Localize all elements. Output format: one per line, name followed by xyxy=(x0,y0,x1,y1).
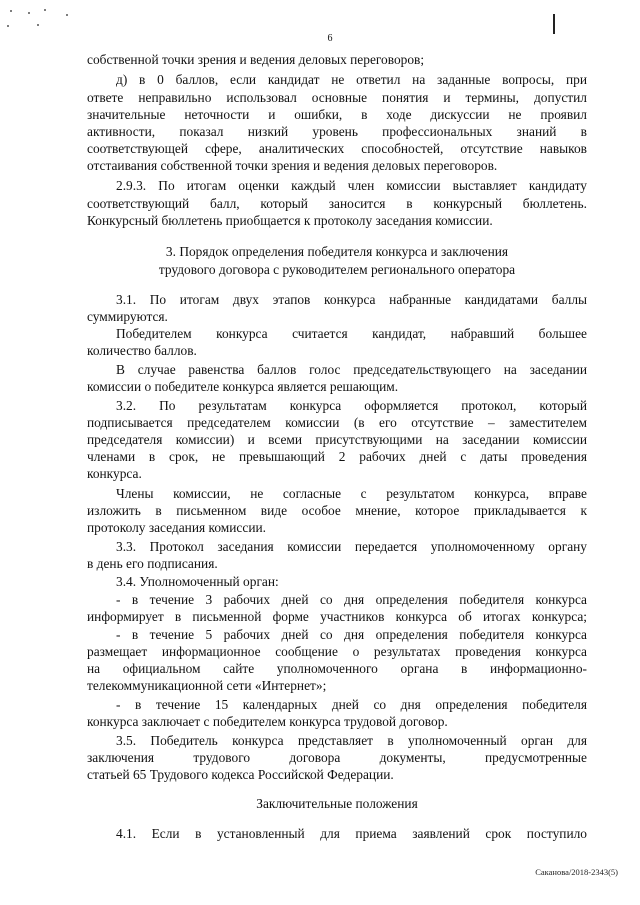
text-line: 3.5. Победитель конкурса представляет в уполномоченный орган для xyxy=(116,733,587,748)
text-line: суммируются. xyxy=(87,309,168,324)
scan-speck xyxy=(44,9,46,11)
text-line: в день его подписания. xyxy=(87,556,218,571)
section-heading: трудового договора с руководителем регионального оператора xyxy=(158,262,516,277)
text-line: активности, показал низкий уровень профессиональных знаний в xyxy=(87,124,587,139)
footer-code: Саканова/2018-2343(5) xyxy=(535,867,618,877)
text-line: Победителем конкурса считается кандидат, набравший большее xyxy=(116,326,587,341)
text-line: протоколу заседания комиссии. xyxy=(87,520,266,535)
text-line: 4.1. Если в установленный для приема заявлений срок поступило xyxy=(116,826,587,841)
text-line: информирует в письменной форме участников конкурса об итогах конкурса; xyxy=(87,609,587,624)
text-line: 3.3. Протокол заседания комиссии передается уполномоченному органу xyxy=(116,539,587,554)
scan-speck xyxy=(10,10,12,12)
section-heading: Заключительные положения xyxy=(256,796,418,811)
section-heading: 3. Порядок определения победителя конкурса и заключения xyxy=(165,244,509,259)
text-line: Члены комиссии, не согласные с результатом конкурса, вправе xyxy=(116,486,587,501)
text-line: 2.9.3. По итогам оценки каждый член комиссии выставляет кандидату xyxy=(116,178,587,193)
text-line: заключения трудового договора документы, предусмотренные xyxy=(87,750,587,765)
text-line: телекоммуникационной сети «Интернет»; xyxy=(87,678,327,693)
text-line: д) в 0 баллов, если кандидат не ответил на заданные вопросы, при xyxy=(116,72,587,87)
text-line: - в течение 15 календарных дней со дня определения победителя xyxy=(116,697,587,712)
text-line: отстаивания собственной точки зрения и ведения деловых переговоров. xyxy=(87,158,498,173)
text-line: Конкурсный бюллетень приобщается к протоколу заседания комиссии. xyxy=(87,213,493,228)
text-line: 3.4. Уполномоченный орган: xyxy=(116,574,279,589)
text-line: ответе неправильно использовал основные понятия и термины, допустил xyxy=(87,90,587,105)
text-line: членами в срок, не превышающий 2 рабочих дней с даты проведения xyxy=(87,449,587,464)
text-line: изложить в письменном виде особое мнение, которое прикладывается к xyxy=(87,503,587,518)
text-line: конкурса заключает с победителем конкурса трудовой договор. xyxy=(87,714,448,729)
scan-speck xyxy=(28,12,30,14)
text-line: значительные неточности и ошибки, в ходе дискуссии не проявил xyxy=(87,107,587,122)
text-line: 3.2. По результатам конкурса оформляется протокол, который xyxy=(116,398,587,413)
text-line: подписывается председателем комиссии (в его отсутствие – заместителем xyxy=(87,415,587,430)
text-line: - в течение 3 рабочих дней со дня определения победителя конкурса xyxy=(116,592,587,607)
page-number: 6 xyxy=(327,33,333,44)
text-line: комиссии о победителе конкурса является решающим. xyxy=(87,379,399,394)
scan-speck xyxy=(7,25,9,27)
text-line: количество баллов. xyxy=(87,343,197,358)
text-line: соответствующий балл, который заносится в конкурсный бюллетень. xyxy=(87,196,587,211)
scan-speck xyxy=(37,24,39,26)
text-line: собственной точки зрения и ведения деловых переговоров; xyxy=(87,52,425,67)
text-line: председателя комиссии) и всеми присутствующими на заседании комиссии xyxy=(87,432,587,447)
text-line: соответствующей сфере, аналитических способностей, отсутствие навыков xyxy=(87,141,587,156)
text-line: 3.1. По итогам двух этапов конкурса набранные кандидатами баллы xyxy=(116,292,587,307)
text-line: размещает информационное сообщение о результатах проведения конкурса xyxy=(87,644,587,659)
text-line: - в течение 5 рабочих дней со дня определения победителя конкурса xyxy=(116,627,587,642)
text-line: конкурса. xyxy=(87,466,142,481)
scan-speck xyxy=(66,14,68,16)
scan-edge-mark xyxy=(553,14,555,34)
text-line: на официальном сайте уполномоченного органа в информационно- xyxy=(87,661,587,676)
text-line: В случае равенства баллов голос председательствующего на заседании xyxy=(116,362,587,377)
text-line: статьей 65 Трудового кодекса Российской Федерации. xyxy=(87,767,394,782)
